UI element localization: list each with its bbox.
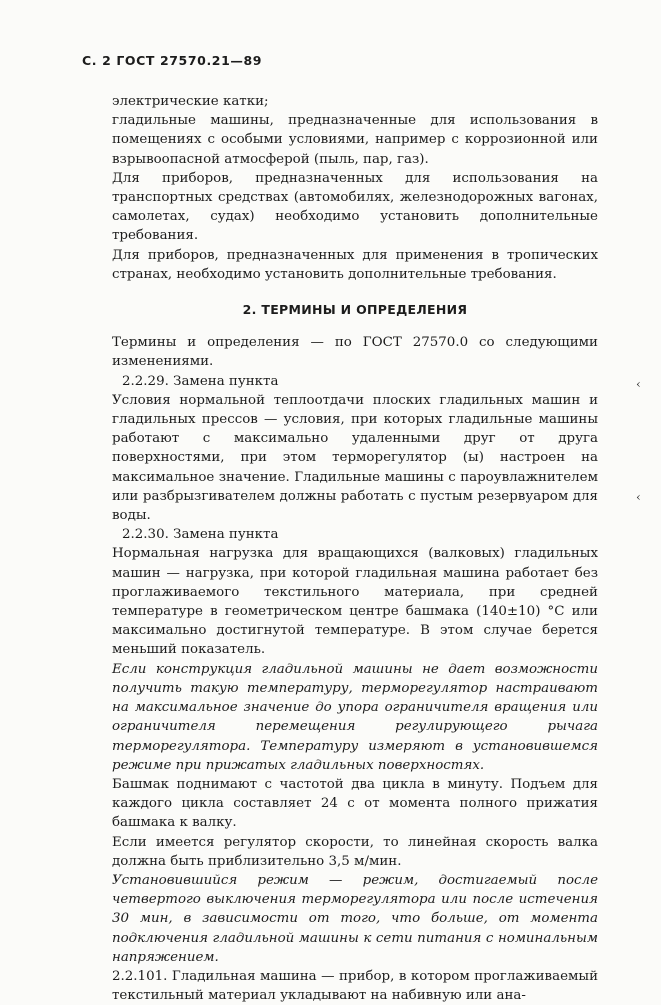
paragraph: Нормальная нагрузка для вращающихся (валковых) гладильных машин — нагрузка, при которой гладильная машина работает без проглаживаемого текстильного материала, при средней температуре в геометрическом центре башмака (140±10) °С или максимально достигнутой температуре. В этом случае берется меньший показатель. <box>112 546 598 658</box>
paragraph: Термины и определения — по ГОСТ 27570.0 со следующими изменениями. <box>112 335 598 370</box>
paragraph: Условия нормальной теплоотдачи плоских гладильных машин и гладильных прессов — условия, при которых гладильные машины работают с максимально удаленными друг от друга поверхностями, при этом терморегулятор (ы) настроен на максимальное значение. Гладильные машины с пароувлажнителем или разбрызгивателем должны работать с пустым резервуаром для воды. <box>112 392 598 524</box>
italic-paragraph: Если конструкция гладильной машины не дает возможности получить такую температуру, терморегулятор настраивают на максимальное значение до упора ограничителя вращения или ограничителя перемещения регулирующего рычага терморегулятора. Температуру измеряют в установившемся режиме при прижатых гладильных поверхностях. <box>112 661 598 773</box>
paragraph: Для приборов, предназначенных для использования на транспортных средствах (автомобилях, железнодорожных вагонах, самолетах, судах) необходимо установить дополнительные требования. <box>112 170 598 244</box>
clause-number <box>112 372 598 391</box>
margin-mark: ‹ <box>636 377 641 391</box>
document-body <box>112 92 598 1005</box>
paragraph: гладильные машины, предназначенные для использования в помещениях с особыми условиями, например с коррозионной или взрывоопасной атмосферой (пыль, пар, газ). <box>112 113 598 167</box>
clause-number <box>112 525 598 544</box>
clause-text: 2.2.29. Замена пункта <box>122 373 279 389</box>
page-header: С. 2 ГОСТ 27570.21—89 <box>82 53 263 68</box>
italic-paragraph: Установившийся режим — режим, достигаемый после четвертого выключения терморегулятора или после истечения 30 мин, в зависимости от того, что больше, от момента подключения гладильной машины к сети питания с номинальным напряжением. <box>112 872 598 965</box>
section-heading: 2. ТЕРМИНЫ И ОПРЕДЕЛЕНИЯ <box>242 302 468 318</box>
clause-text: 2.2.30. Замена пункта <box>122 527 279 543</box>
paragraph: электрические катки; <box>112 94 269 109</box>
paragraph: Для приборов, предназначенных для применения в тропических странах, необходимо установить дополнительные требования. <box>112 247 598 282</box>
margin-mark: ‹ <box>636 490 641 504</box>
paragraph: Если имеется регулятор скорости, то линейная скорость валка должна быть приблизительно 3,5 м/мин. <box>112 834 598 869</box>
paragraph: Башмак поднимают с частотой два цикла в минуту. Подъем для каждого цикла составляет 24 с от момента полного прижатия башмака к валку. <box>112 776 598 831</box>
paragraph: 2.2.101. Гладильная машина — прибор, в котором проглаживаемый текстильный материал укладывают на набивную или ана- <box>112 968 598 1004</box>
